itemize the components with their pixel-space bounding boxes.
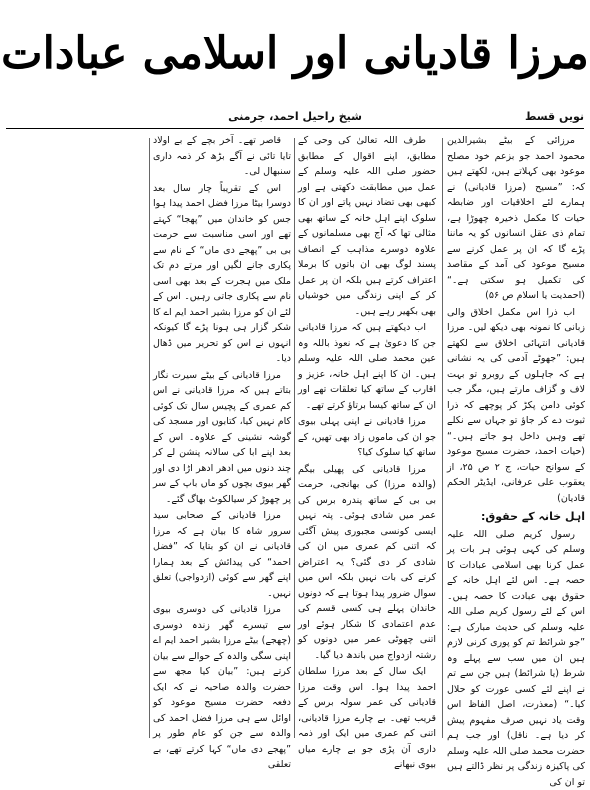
paragraph: رسول کریم صلی اللہ علیہ وسلم کی کہی ہوئی ہر بات پر عمل کرنا بھی اسلامی عبادات کا حصہ ہے۔ اس لئے اہل خانہ کے حقوق بھی عبادت کا حصہ ہیں۔ اس کے لئے رسول کریم صلی اللہ علیہ وسلم کی حدیث مبارک ہے: ”جو شرائط تم کو پوری کرنی لازم ہیں ان میں سب سے پہلے وہ شرط (یا شرائط) ہیں جن سے تم نے اپنے لئے کسی عورت کو حلال کیا۔“ (معذرت، اصل الفاظ اس وقت یاد نہیں صرف مفہوم پیش کر دیا ہے۔ ناقل) اور جب ہم حضرت محمد صلی اللہ علیہ وسلم کی پاکیزہ زندگی پر نظر ڈالتے ہیں تو ان کی xyxy=(447,527,585,790)
column-4 xyxy=(6,133,144,745)
column-1 xyxy=(447,133,585,745)
author-name: شیخ راحیل احمد، جرمنی xyxy=(228,110,362,123)
column-2 xyxy=(298,133,436,745)
paragraph: مرزا قادیانی کی پھیلی بیگم (والدہ مرزا) کی بھانجی، حرمت بی بی کے ساتھ پندرہ برس کی عمر میں شادی ہوئی۔ پتہ نہیں ایسی کونسی مجبوری پیش آگئی کہ اتنی کم عمری میں ان کی شادی کر دی گئی؟ یہ اعتراض کرنے کی بات نہیں بلکہ اس میں سوال ضرور پیدا ہوتا ہے کہ دونوں خاندان پہلے ہی کسی قسم کی عدم اعتمادی کا شکار ہوئے اور اتنی چھوٹی عمر میں دونوں کو رشتہ ازدواج میں باندھ دیا گیا۔ xyxy=(298,462,436,664)
paragraph: مرزا قادیانی کے بیٹے سیرت نگار بتاتے ہیں کہ مرزا قادیانی نے اس کم عمری کے پچیس سال تک کوئی کام نہیں کیا، کتابوں اور مسجد کی گوشہ نشینی کے علاوہ۔ اس کے بعد اپنے ابا کی سالانہ پنشن لے کر چند دنوں میں ادھر ادھر اڑا دی اور گھر بیوی بچوں کو ماں باپ کے سر پر چھوڑ کر سیالکوٹ بھاگ گئے۔ xyxy=(153,368,291,508)
paragraph: ایک سال کے بعد مرزا سلطان احمد پیدا ہوا۔ اس وقت مرزا قادیانی کی عمر سولہ برس کے قریب تھی۔ بے چارے مرزا قادیانی، اتنی کم عمری میں ایک اور ذمہ داری آن پڑی جو بے چارے میاں بیوی نبھانے xyxy=(298,664,436,773)
paragraph: طرف اللہ تعالیٰ کی وحی کے مطابق، اپنے اقوال کے مطابق حضور صلی اللہ علیہ وسلم کے عمل میں مطابقت دکھتی ہے اور کبھی بھی تضاد نہیں پاتے اور ان کا سلوک اپنے اہل خانہ کے ساتھ بھی مثالی تھا کہ آج بھی مسلمانوں کے علاوہ دوسرے مذاہب کے انصاف پسند لوگ بھی ان باتوں کا برملا اعتراف کرتے ہیں بلکہ ان پر عمل کر کے اپنی زندگی میں خوشیاں بھی بکھیر رہے ہیں۔ xyxy=(298,133,436,319)
byline xyxy=(6,110,584,128)
article-title: مرزا قادیانی اور اسلامی عبادات xyxy=(0,22,590,86)
paragraph: مرزائی کے بیٹے بشیرالدین محمود احمد جو بزعم خود مصلح موعود بھی کہلاتے ہیں، لکھتے ہیں کہ: ”مسیح (مرزا قادیانی) نے ہمارے لئے اخلاقیات اور ضابطہ حیات کا مکمل ذخیرہ چھوڑا ہے، تمام ذی عقل انسانوں کو یہ ماننا پڑے گا کہ ان پر عمل کرنے سے مسیح موعود کی آمد کے مقاصد کی تکمیل ہو سکتی ہے۔“ (احمدیت یا اسلام ص ۵۶) xyxy=(447,133,585,304)
paragraph: مرزا قادیانی نے اپنی پہلی بیوی جو ان کی ماموں زاد بھی تھیں، کے ساتھ کیا سلوک کیا؟ xyxy=(298,414,436,461)
paragraph: مرزا قادیانی کی دوسری بیوی سے تیسرے گھر زندہ دوسری (چھجے) بیٹے مرزا بشیر احمد ایم اے اپنی سگی والدہ کے حوالے سے بیان کرتے ہیں: ”بیان کیا مجھ سے حضرت والدہ صاحبہ نے کہ ایک دفعہ حضرت مسیح موعود کو اوائل سے ہی مرزا فضل احمد کی والدہ سے جن کو عام طور پر ”پھجے دی ماں“ کہا کرتے تھے، بے تعلقی xyxy=(153,602,291,773)
column-3 xyxy=(153,133,291,745)
paragraph: قاصر تھے۔ آخر بچے کے بے اولاد تایا تائی نے آگے بڑھ کر ذمہ داری سنبھال لی۔ xyxy=(153,133,291,180)
section-heading: اہل خانہ کے حقوق: xyxy=(447,509,585,525)
paragraph: اب دیکھتے ہیں کہ مرزا قادیانی جن کا دعویٰ ہے کہ نعوذ باللہ وہ عین محمد صلی اللہ علیہ وسلم ہیں۔ ان کا اپنے اہل خانہ، عزیز و اقارب کے ساتھ کیا تعلقات تھے اور ان کے ساتھ کیسا برتاؤ کرتے تھے۔ xyxy=(298,320,436,413)
column-divider xyxy=(442,138,443,738)
installment-label: نویں قسط xyxy=(525,110,584,123)
column-divider xyxy=(294,138,295,738)
paragraph: اس کے تقریباً چار سال بعد دوسرا بیٹا مرزا فضل احمد پیدا ہوا جس کو خاندان میں ”پھجا“ کہتے تھے اور اسی مناسبت سے حرمت بی بی ”پھجے دی ماں“ کے نام سے پکاری جانے لگیں اور مرتے دم تک ملک میں ہجرت کے بعد بھی اسی نام سے پکاری جاتی رہیں۔ اس کے لئے ان کو مرزا بشیر احمد ایم اے کا شکر گزار ہی ہونا پڑے گا کیونکہ انہوں نے اس کو تحریر میں ڈھال دیا۔ xyxy=(153,181,291,367)
paragraph: اب ذرا اس مکمل اخلاق والی زبانی کا نمونہ بھی دیکھ لیں۔ مرزا قادیانی انتہائی اخلاق سے لکھتے ہیں: ”جھوٹے آدمی کی یہ نشانی ہے کہ جاہلوں کے روبرو تو بہت لاف و گزاف مارتے ہیں، مگر جب کوئی دامن پکڑ کر پوچھے کہ ذرا ثبوت دے کر جاؤ تو جہاں سے نکلے تھے وہیں داخل ہو جاتے ہیں۔“ (حیات احمد، حضرت مسیح موعود کے سوانح حیات، ج ۲ ص ۲۵، از یعقوب علی عرفانی، ایڈیٹر الحکم قادیان) xyxy=(447,305,585,507)
header-rule xyxy=(6,128,584,129)
paragraph: مرزا قادیانی کے صحابی سید سرور شاہ کا بیان ہے کہ مرزا قادیانی نے ان کو بتایا کہ ”فضل احمد“ کی پیدائش کے بعد ہمارا اپنے گھر سے کوئی (ازدواجی) تعلق نہیں۔ xyxy=(153,508,291,601)
column-divider xyxy=(149,138,150,738)
